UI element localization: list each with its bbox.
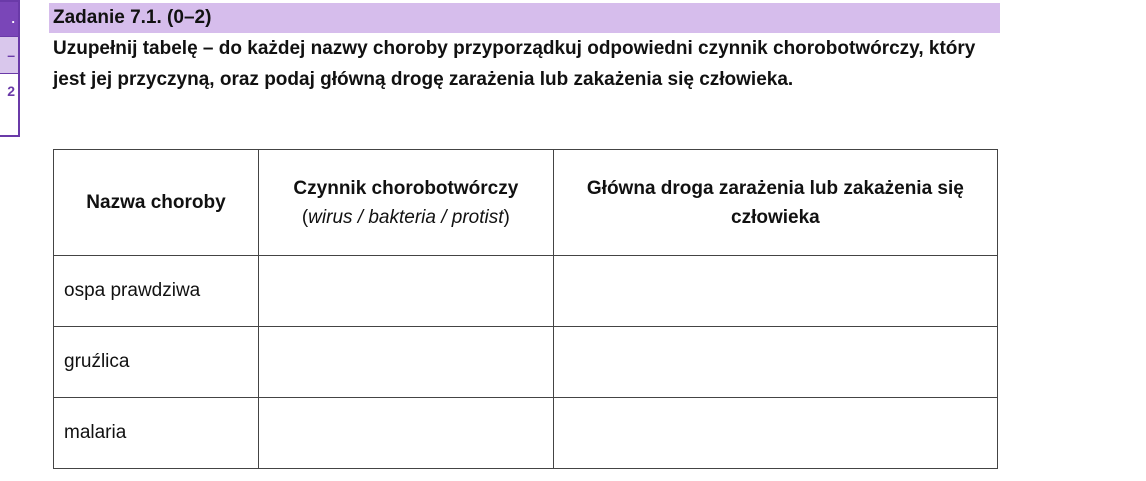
answer-table <box>53 149 998 469</box>
header-pathogen-paren-open: ( <box>301 206 309 228</box>
table-row <box>54 256 998 327</box>
header-infection-route: Główna droga zarażenia lub zakażenia się człowieka <box>553 150 997 256</box>
route-answer-cell[interactable] <box>553 327 997 398</box>
disease-name-cell: ospa prawdziwa <box>54 256 259 327</box>
pathogen-answer-cell[interactable] <box>258 398 553 469</box>
table-header-row <box>54 150 998 256</box>
pathogen-answer-cell[interactable] <box>258 256 553 327</box>
pathogen-answer-cell[interactable] <box>258 327 553 398</box>
score-box <box>0 0 20 137</box>
header-pathogen <box>258 150 553 256</box>
header-pathogen-options-text: wirus / bakteria / protist <box>308 206 504 228</box>
score-box-points: –2 <box>0 36 18 74</box>
table-row <box>54 327 998 398</box>
task-title: Zadanie 7.1. (0–2) <box>49 3 1000 33</box>
score-box-header: . <box>0 2 18 36</box>
header-pathogen-paren-close: ) <box>503 206 510 228</box>
header-disease-name: Nazwa choroby <box>54 150 259 256</box>
header-pathogen-options <box>267 203 545 232</box>
table-row <box>54 398 998 469</box>
task-instruction: Uzupełnij tabelę – do każdej nazwy choroby przyporządkuj odpowiedni czynnik chorobotwórczy, który jest jej przyczyną, oraz podaj główną drogę zarażenia lub zakażenia się człowieka. <box>53 38 976 90</box>
header-pathogen-label: Czynnik chorobotwórczy <box>293 177 519 199</box>
disease-name-cell: malaria <box>54 398 259 469</box>
route-answer-cell[interactable] <box>553 398 997 469</box>
disease-name-cell: gruźlica <box>54 327 259 398</box>
route-answer-cell[interactable] <box>553 256 997 327</box>
